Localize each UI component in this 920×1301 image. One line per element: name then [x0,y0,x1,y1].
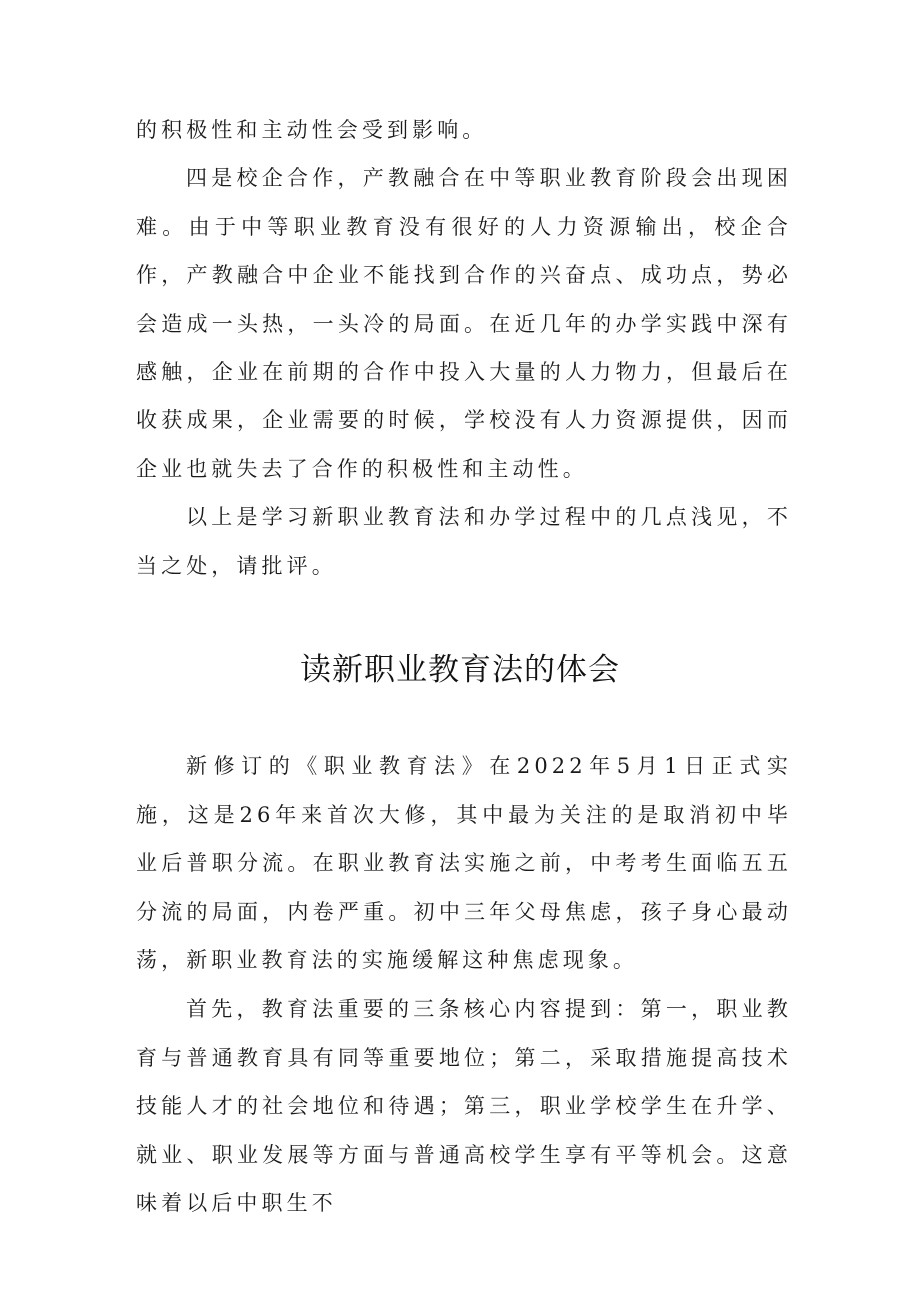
article-title: 读新职业教育法的体会 [300,652,620,688]
article-body [136,742,792,1228]
paragraph-conclusion: 以上是学习新职业教育法和办学过程中的几点浅见，不当之处，请批评。 [136,505,792,578]
previous-section-body [136,106,792,590]
paragraph-intro: 新修订的《职业教育法》在2022年5月1日正式实施，这是26年来首次大修，其中最为关注的是取消初中毕业后普职分流。在职业教育法实施之前，中考考生面临五五分流的局面，内卷严重。初中三年父母焦虑，孩子身心最动荡，新职业教育法的实施缓解这种焦虑现象。 [136,754,792,973]
paragraph-point-four: 四是校企合作，产教融合在中等职业教育阶段会出现困难。由于中等职业教育没有很好的人力资源输出，校企合作，产教融合中企业不能找到合作的兴奋点、成功点，势必会造成一头热，一头冷的局面。在近几年的办学实践中深有感触，企业在前期的合作中投入大量的人力物力，但最后在收获成果，企业需要的时候，学校没有人力资源提供，因而企业也就失去了合作的积极性和主动性。 [136,166,792,481]
paragraph-continuation: 的积极性和主动性会受到影响。 [136,118,488,142]
paragraph-first-point: 首先，教育法重要的三条核心内容提到：第一，职业教育与普通教育具有同等重要地位；第二，采取措施提高技术技能人才的社会地位和待遇；第三，职业学校学生在升学、就业、职业发展等方面与普通高校学生享有平等机会。这意味着以后中职生不 [136,996,792,1216]
